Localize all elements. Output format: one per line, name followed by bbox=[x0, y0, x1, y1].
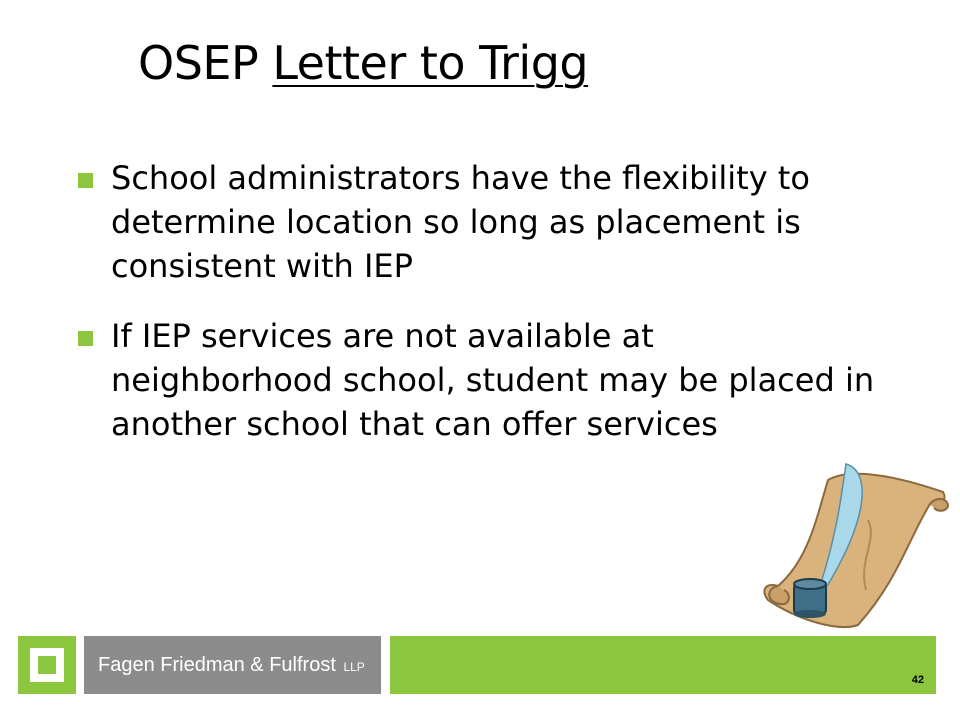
bullet-square-icon bbox=[78, 331, 93, 346]
firm-name: Fagen Friedman & Fulfrost bbox=[98, 654, 336, 676]
firm-name-banner bbox=[84, 636, 381, 694]
title-underlined: Letter to Trigg bbox=[272, 36, 589, 90]
bullet-item bbox=[78, 156, 878, 288]
bullet-text: If IEP services are not available at neighborhood school, student may be placed in another school that can offer services bbox=[111, 317, 875, 443]
bullet-list bbox=[78, 156, 878, 472]
bullet-text: School administrators have the flexibility to determine location so long as placement is consistent with IEP bbox=[111, 159, 810, 285]
footer-green-bar bbox=[390, 636, 936, 694]
page-number: 42 bbox=[911, 674, 924, 686]
firm-logo-icon bbox=[18, 636, 76, 694]
title-prefix: OSEP bbox=[138, 36, 259, 90]
bullet-square-icon bbox=[78, 173, 93, 188]
bullet-item bbox=[78, 314, 878, 446]
firm-suffix: LLP bbox=[343, 660, 365, 674]
scroll-with-quill-icon bbox=[758, 460, 953, 632]
slide-title bbox=[138, 36, 588, 90]
